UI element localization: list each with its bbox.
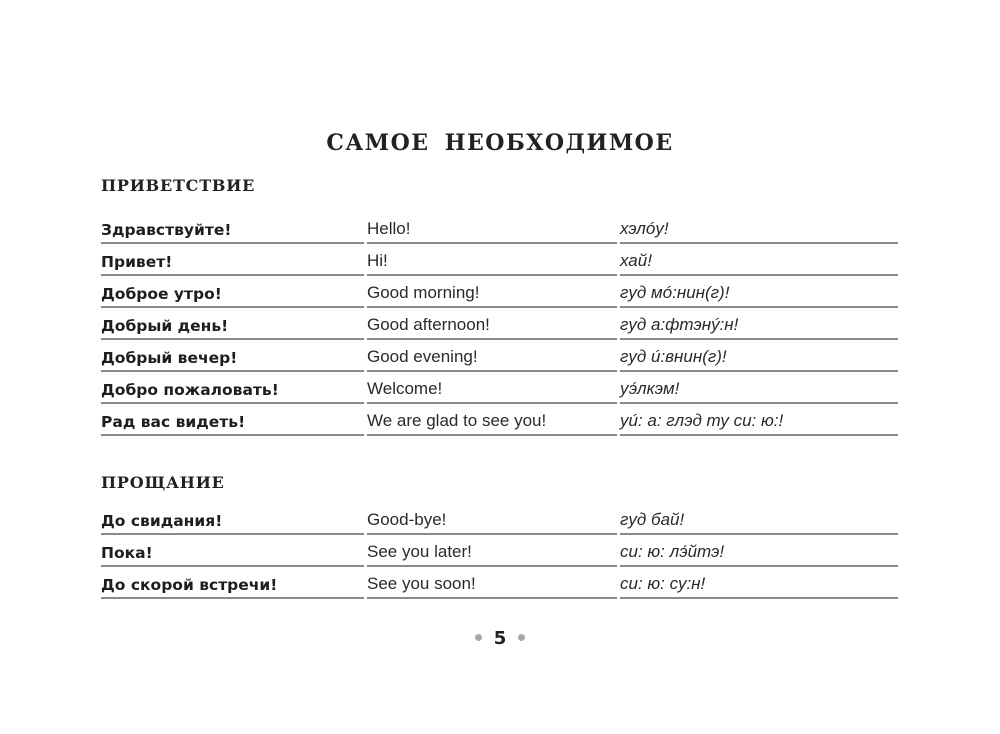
divider	[101, 370, 364, 372]
farewells-table	[101, 505, 898, 601]
russian-phrase: Добрый день!	[101, 317, 229, 335]
divider	[620, 274, 898, 276]
russian-phrase: До скорой встречи!	[101, 576, 278, 594]
divider	[101, 338, 364, 340]
russian-phrase: Добрый вечер!	[101, 349, 238, 367]
english-phrase: Good-bye!	[367, 510, 447, 529]
divider	[620, 533, 898, 535]
russian-phrase: Здравствуйте!	[101, 221, 232, 239]
transcription: уú: а: глэд ту си: ю:!	[620, 411, 784, 430]
divider	[620, 565, 898, 567]
phrase-row	[101, 246, 898, 278]
english-phrase: Welcome!	[367, 379, 443, 398]
russian-phrase: Доброе утро!	[101, 285, 222, 303]
divider	[101, 434, 364, 436]
divider	[367, 402, 617, 404]
transcription: хай!	[620, 251, 652, 270]
bullet-dot-icon	[475, 634, 482, 641]
transcription: уэ́лкэм!	[620, 379, 680, 398]
divider	[367, 565, 617, 567]
divider	[620, 597, 898, 599]
phrase-row	[101, 537, 898, 569]
russian-phrase: До свидания!	[101, 512, 223, 530]
phrase-row	[101, 569, 898, 601]
transcription: хэлóу!	[620, 219, 669, 238]
phrase-row	[101, 505, 898, 537]
divider	[101, 597, 364, 599]
transcription: си: ю: лэ́йтэ!	[620, 542, 725, 561]
divider	[367, 434, 617, 436]
divider	[620, 338, 898, 340]
page-title: САМОЕ НЕОБХОДИМОЕ	[326, 130, 674, 156]
page-number: 5	[493, 628, 507, 649]
transcription: гуд бай!	[620, 510, 685, 529]
divider	[367, 306, 617, 308]
divider	[620, 370, 898, 372]
transcription: си: ю: су:н!	[620, 574, 706, 593]
divider	[101, 402, 364, 404]
russian-phrase: Пока!	[101, 544, 153, 562]
english-phrase: Hello!	[367, 219, 411, 238]
english-phrase: Good morning!	[367, 283, 480, 302]
divider	[367, 370, 617, 372]
transcription: гуд мó:нин(г)!	[620, 283, 730, 302]
phrase-row	[101, 310, 898, 342]
divider	[101, 306, 364, 308]
divider	[101, 565, 364, 567]
english-phrase: We are glad to see you!	[367, 411, 547, 430]
english-phrase: See you later!	[367, 542, 472, 561]
russian-phrase: Привет!	[101, 253, 173, 271]
russian-phrase: Рад вас видеть!	[101, 413, 246, 431]
phrase-row	[101, 374, 898, 406]
russian-phrase: Добро пожаловать!	[101, 381, 279, 399]
phrase-row	[101, 342, 898, 374]
english-phrase: See you soon!	[367, 574, 476, 593]
section-title-farewells: ПРОЩАНИЕ	[101, 473, 225, 492]
greetings-table	[101, 214, 898, 438]
divider	[620, 402, 898, 404]
divider	[620, 306, 898, 308]
english-phrase: Good afternoon!	[367, 315, 490, 334]
divider	[367, 274, 617, 276]
section-title-greetings: ПРИВЕТСТВИЕ	[101, 176, 256, 195]
bullet-dot-icon	[518, 634, 525, 641]
divider	[367, 597, 617, 599]
divider	[367, 533, 617, 535]
transcription: гуд ú:внин(г)!	[620, 347, 727, 366]
divider	[101, 242, 364, 244]
phrase-row	[101, 278, 898, 310]
divider	[620, 242, 898, 244]
transcription: гуд а:фтэнý:н!	[620, 315, 739, 334]
phrase-row	[101, 214, 898, 246]
divider	[101, 274, 364, 276]
english-phrase: Hi!	[367, 251, 388, 270]
divider	[620, 434, 898, 436]
phrase-row	[101, 406, 898, 438]
divider	[367, 242, 617, 244]
page-footer	[0, 628, 1000, 649]
divider	[101, 533, 364, 535]
divider	[367, 338, 617, 340]
english-phrase: Good evening!	[367, 347, 478, 366]
